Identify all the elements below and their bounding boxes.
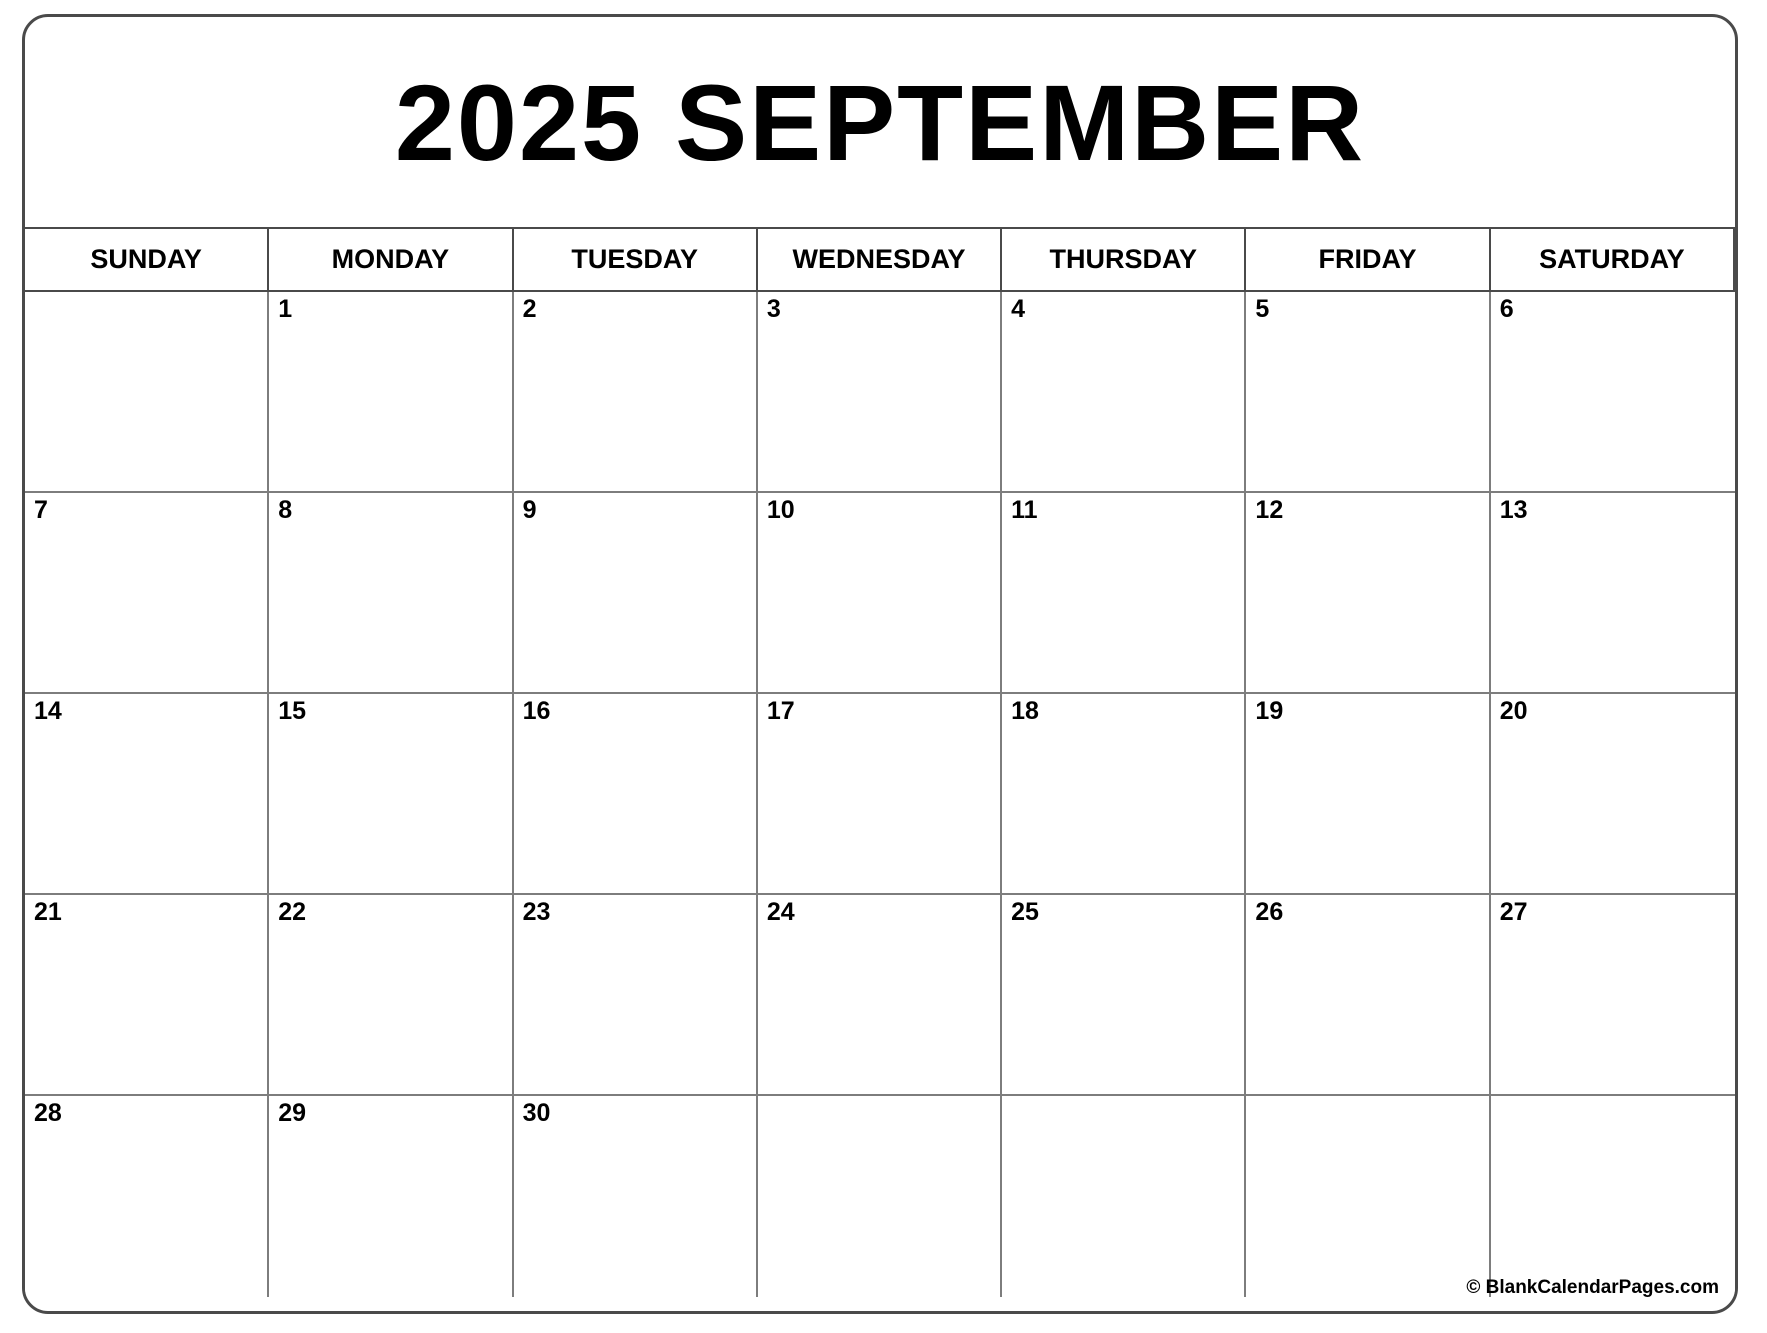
weekday-header-tuesday: TUESDAY	[514, 229, 758, 292]
day-number: 4	[1011, 295, 1026, 323]
day-number: 3	[766, 295, 781, 323]
weekday-header-monday: MONDAY	[269, 229, 513, 292]
day-number: 20	[1499, 697, 1528, 725]
day-number: 25	[1011, 898, 1039, 926]
day-number: 29	[278, 1099, 307, 1127]
day-number: 2	[522, 295, 537, 323]
day-cell[interactable]	[1002, 1096, 1246, 1297]
credit-label: © BlankCalendarPages.com	[1466, 1277, 1719, 1298]
day-cell[interactable]	[1246, 694, 1490, 895]
day-number: 1	[278, 295, 293, 323]
day-number: 26	[1255, 898, 1284, 926]
day-cell[interactable]	[1002, 895, 1246, 1096]
calendar-page	[22, 14, 1738, 1314]
day-number: 19	[1255, 697, 1284, 725]
day-number: 8	[278, 496, 293, 524]
day-cell[interactable]	[25, 694, 269, 895]
day-number: 18	[1011, 697, 1039, 725]
day-cell[interactable]	[514, 493, 758, 694]
day-number: 5	[1255, 295, 1270, 323]
day-number: 7	[34, 496, 48, 524]
weekday-header-sunday: SUNDAY	[25, 229, 269, 292]
page-title: 2025 SEPTEMBER	[394, 61, 1366, 183]
day-number: 15	[278, 697, 307, 725]
day-cell[interactable]	[1002, 493, 1246, 694]
day-number: 16	[522, 697, 551, 725]
day-number: 22	[278, 898, 307, 926]
calendar-title-bar	[25, 17, 1735, 229]
weekday-header-wednesday: WEDNESDAY	[758, 229, 1002, 292]
day-number: 17	[766, 697, 795, 725]
day-cell[interactable]	[25, 292, 269, 493]
day-cell[interactable]	[269, 1096, 513, 1297]
day-cell[interactable]	[1002, 694, 1246, 895]
weekday-header-friday: FRIDAY	[1246, 229, 1490, 292]
day-number: 12	[1255, 496, 1284, 524]
day-cell[interactable]	[758, 493, 1002, 694]
day-cell[interactable]	[269, 694, 513, 895]
day-cell[interactable]	[25, 895, 269, 1096]
day-cell[interactable]	[25, 1096, 269, 1297]
day-cell[interactable]	[1491, 895, 1735, 1096]
day-cell[interactable]	[514, 1096, 758, 1297]
day-cell[interactable]	[1246, 493, 1490, 694]
day-number: 13	[1499, 496, 1528, 524]
day-cell[interactable]	[269, 895, 513, 1096]
day-number: 27	[1499, 898, 1528, 926]
day-number: 24	[766, 898, 795, 926]
day-cell[interactable]	[1491, 292, 1735, 493]
day-number: 9	[522, 496, 537, 524]
day-cell[interactable]	[269, 292, 513, 493]
day-cell[interactable]	[1491, 1096, 1735, 1297]
calendar-grid	[25, 229, 1735, 1311]
day-cell[interactable]	[269, 493, 513, 694]
day-cell[interactable]	[1491, 694, 1735, 895]
day-number: 30	[522, 1099, 551, 1127]
day-cell[interactable]	[1246, 895, 1490, 1096]
day-number: 28	[34, 1099, 62, 1127]
day-number: 14	[34, 697, 62, 725]
day-cell[interactable]	[758, 895, 1002, 1096]
day-number: 10	[766, 496, 795, 524]
day-cell[interactable]	[25, 493, 269, 694]
day-cell[interactable]	[1246, 292, 1490, 493]
day-cell[interactable]	[1002, 292, 1246, 493]
day-number: 21	[34, 898, 62, 926]
day-cell[interactable]	[514, 292, 758, 493]
day-cell[interactable]	[758, 292, 1002, 493]
weekday-header-saturday: SATURDAY	[1491, 229, 1735, 292]
day-cell[interactable]	[758, 694, 1002, 895]
day-cell[interactable]	[514, 694, 758, 895]
day-cell[interactable]	[514, 895, 758, 1096]
day-number: 23	[522, 898, 551, 926]
day-number: 6	[1499, 295, 1514, 323]
day-cell[interactable]	[1246, 1096, 1490, 1297]
weekday-header-thursday: THURSDAY	[1002, 229, 1246, 292]
day-cell[interactable]	[1491, 493, 1735, 694]
day-cell[interactable]	[758, 1096, 1002, 1297]
day-number: 11	[1011, 496, 1038, 524]
